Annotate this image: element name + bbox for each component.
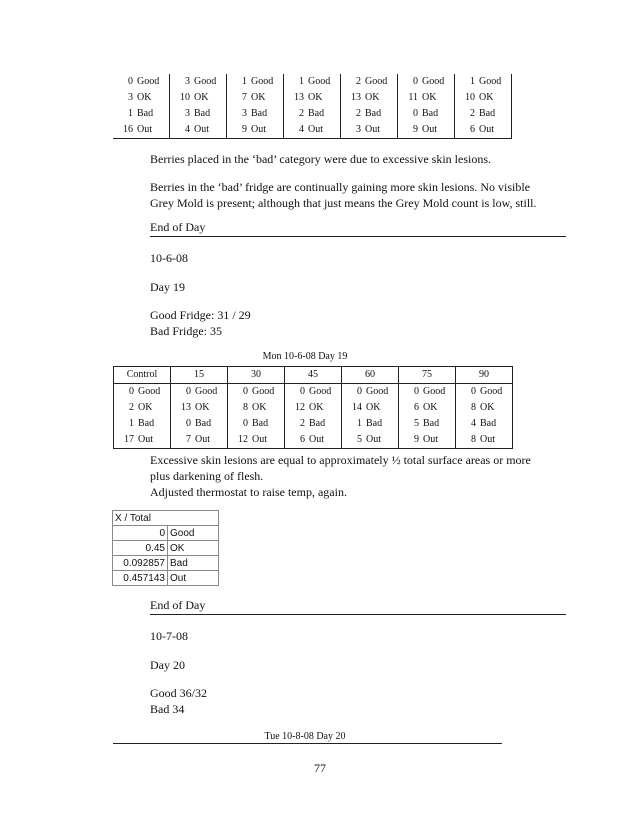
category-cell: OK xyxy=(421,400,456,416)
count-cell: 0 xyxy=(471,386,476,397)
table-top-rule xyxy=(113,743,502,744)
count-cell: 0 xyxy=(243,386,248,397)
category-cell: OK xyxy=(420,90,455,106)
count-cell: 3 xyxy=(128,92,133,103)
table-row xyxy=(113,556,219,571)
count-cell: 13 xyxy=(351,92,361,103)
category-cell: Out xyxy=(421,432,456,449)
category-cell: Bad xyxy=(250,416,285,432)
table-header-row xyxy=(114,367,513,384)
paragraph-lesions-line2: plus darkening of flesh. xyxy=(150,469,264,483)
count-cell: 5 xyxy=(342,432,365,449)
category-cell: Bad xyxy=(477,106,512,122)
column-header: Control xyxy=(114,367,171,384)
category-cell: Good xyxy=(307,384,342,401)
count-cell: 1 xyxy=(299,76,304,87)
category-cell: Good xyxy=(478,384,513,401)
count-cell: 2 xyxy=(114,400,137,416)
category-cell: Out xyxy=(192,122,227,139)
end-of-day-heading: End of Day xyxy=(150,598,566,615)
day-entry: Day 20 xyxy=(150,658,185,672)
category-cell: OK xyxy=(478,400,513,416)
paragraph-bad-fridge-line2: Grey Mold is present; although that just means the Grey Mold count is low, still. xyxy=(150,196,537,210)
ratio-value: 0.45 xyxy=(113,541,168,556)
category-cell: Good xyxy=(250,384,285,401)
category-cell: Good xyxy=(249,74,284,90)
category-cell: Good xyxy=(193,384,228,401)
category-cell: Out xyxy=(477,122,512,139)
count-cell: 1 xyxy=(357,418,362,429)
count-cell: 2 xyxy=(356,76,361,87)
category-cell: Out xyxy=(478,432,513,449)
category-cell: Good xyxy=(363,74,398,90)
count-cell: 11 xyxy=(408,92,418,103)
table-row xyxy=(113,122,512,139)
day-entry: Day 19 xyxy=(150,280,185,294)
count-cell: 0 xyxy=(114,384,137,401)
category-cell: Good xyxy=(306,74,341,90)
count-cell: 3 xyxy=(341,122,364,139)
count-cell: 4 xyxy=(170,122,193,139)
category-cell: OK xyxy=(249,90,284,106)
category-cell: Out xyxy=(363,122,398,139)
bad-fridge-count: Bad Fridge: 35 xyxy=(150,324,222,338)
count-cell: 0 xyxy=(300,386,305,397)
count-cell: 3 xyxy=(185,76,190,87)
count-cell: 9 xyxy=(398,122,421,139)
paragraph-lesions-line1: Excessive skin lesions are equal to approximately ½ total surface areas or more xyxy=(150,453,531,467)
column-header: 75 xyxy=(399,367,456,384)
paragraph-bad-category: Berries placed in the ‘bad’ category were due to excessive skin lesions. xyxy=(150,152,491,166)
count-cell: 7 xyxy=(171,432,194,449)
category-cell: OK xyxy=(135,90,170,106)
count-cell: 0 xyxy=(413,76,418,87)
count-cell: 13 xyxy=(181,402,191,413)
date-entry: 10-7-08 xyxy=(150,629,188,643)
count-cell: 0 xyxy=(186,418,191,429)
page-number: 77 xyxy=(314,761,326,775)
count-cell: 12 xyxy=(228,432,251,449)
category-cell: Bad xyxy=(135,106,170,122)
table-row xyxy=(113,106,512,122)
ratio-label: Bad xyxy=(168,556,219,571)
x-total-header: X / Total xyxy=(113,511,168,526)
count-cell: 1 xyxy=(242,76,247,87)
count-cell: 9 xyxy=(227,122,250,139)
table-row xyxy=(113,526,219,541)
column-header: 30 xyxy=(228,367,285,384)
count-cell: 8 xyxy=(456,432,479,449)
count-cell: 0 xyxy=(186,386,191,397)
category-cell: Good xyxy=(364,384,399,401)
count-cell: 12 xyxy=(295,402,305,413)
table-row xyxy=(114,416,513,432)
category-cell: OK xyxy=(136,400,171,416)
x-total-table xyxy=(112,510,219,586)
ratio-label: Good xyxy=(168,526,219,541)
category-cell: Bad xyxy=(421,416,456,432)
category-cell: Bad xyxy=(136,416,171,432)
count-cell: 8 xyxy=(243,402,248,413)
table-caption: Mon 10-6-08 Day 19 xyxy=(262,351,348,362)
count-cell: 10 xyxy=(465,92,475,103)
table-row xyxy=(113,571,219,586)
top-counts-table xyxy=(113,74,512,139)
count-cell: 1 xyxy=(470,76,475,87)
category-cell: Good xyxy=(420,74,455,90)
good-count: Good 36/32 xyxy=(150,686,207,700)
date-entry: 10-6-08 xyxy=(150,251,188,265)
category-cell: Bad xyxy=(363,106,398,122)
count-cell: 14 xyxy=(352,402,362,413)
count-cell: 17 xyxy=(114,432,137,449)
count-cell: 0 xyxy=(414,386,419,397)
category-cell: Out xyxy=(193,432,228,449)
count-cell: 0 xyxy=(413,108,418,119)
category-cell: Out xyxy=(135,122,170,139)
count-cell: 2 xyxy=(470,108,475,119)
category-cell: Bad xyxy=(478,416,513,432)
count-cell: 6 xyxy=(285,432,308,449)
column-header: 15 xyxy=(171,367,228,384)
category-cell: Bad xyxy=(420,106,455,122)
good-fridge-count: Good Fridge: 31 / 29 xyxy=(150,308,251,322)
category-cell: Bad xyxy=(192,106,227,122)
category-cell: Good xyxy=(421,384,456,401)
table-row xyxy=(114,400,513,416)
count-cell: 0 xyxy=(357,386,362,397)
category-cell: Out xyxy=(306,122,341,139)
category-cell: Out xyxy=(307,432,342,449)
table-row xyxy=(114,432,513,449)
count-cell: 10 xyxy=(180,92,190,103)
count-cell: 4 xyxy=(471,418,476,429)
count-cell: 3 xyxy=(242,108,247,119)
category-cell: Bad xyxy=(193,416,228,432)
category-cell: OK xyxy=(250,400,285,416)
count-cell: 0 xyxy=(243,418,248,429)
category-cell: Out xyxy=(250,432,285,449)
count-cell: 7 xyxy=(242,92,247,103)
category-cell: Good xyxy=(192,74,227,90)
category-cell: OK xyxy=(306,90,341,106)
count-cell: 4 xyxy=(284,122,307,139)
count-cell: 2 xyxy=(299,108,304,119)
category-cell: Out xyxy=(136,432,171,449)
column-header: 45 xyxy=(285,367,342,384)
day19-counts-table xyxy=(113,366,513,449)
category-cell: Good xyxy=(477,74,512,90)
table-row xyxy=(113,541,219,556)
ratio-value: 0 xyxy=(113,526,168,541)
paragraph-bad-fridge-line1: Berries in the ‘bad’ fridge are continually gaining more skin lesions. No visible xyxy=(150,180,531,194)
category-cell: Bad xyxy=(306,106,341,122)
category-cell: Good xyxy=(136,384,171,401)
table-row xyxy=(114,384,513,401)
column-header: 90 xyxy=(456,367,513,384)
count-cell: 6 xyxy=(455,122,478,139)
ratio-value: 0.457143 xyxy=(113,571,168,586)
end-of-day-heading: End of Day xyxy=(150,220,566,237)
count-cell: 0 xyxy=(128,76,133,87)
ratio-label: Out xyxy=(168,571,219,586)
category-cell: OK xyxy=(307,400,342,416)
category-cell: Out xyxy=(249,122,284,139)
table-row xyxy=(113,90,512,106)
count-cell: 1 xyxy=(114,416,137,432)
category-cell: Good xyxy=(135,74,170,90)
count-cell: 13 xyxy=(294,92,304,103)
category-cell: OK xyxy=(193,400,228,416)
count-cell: 9 xyxy=(399,432,422,449)
category-cell: Bad xyxy=(364,416,399,432)
count-cell: 1 xyxy=(128,108,133,119)
count-cell: 2 xyxy=(300,418,305,429)
category-cell: OK xyxy=(477,90,512,106)
count-cell: 16 xyxy=(113,122,135,139)
category-cell: Out xyxy=(420,122,455,139)
category-cell: OK xyxy=(192,90,227,106)
count-cell: 6 xyxy=(414,402,419,413)
category-cell: Out xyxy=(364,432,399,449)
category-cell: OK xyxy=(364,400,399,416)
count-cell: 5 xyxy=(414,418,419,429)
bad-count: Bad 34 xyxy=(150,702,185,716)
category-cell: OK xyxy=(363,90,398,106)
category-cell: Bad xyxy=(249,106,284,122)
table-caption: Tue 10-8-08 Day 20 xyxy=(264,731,346,742)
category-cell: Bad xyxy=(307,416,342,432)
count-cell: 2 xyxy=(356,108,361,119)
count-cell: 3 xyxy=(185,108,190,119)
table-row xyxy=(113,74,512,90)
paragraph-thermostat: Adjusted thermostat to raise temp, again. xyxy=(150,485,347,499)
ratio-value: 0.092857 xyxy=(113,556,168,571)
column-header: 60 xyxy=(342,367,399,384)
count-cell: 8 xyxy=(471,402,476,413)
ratio-label: OK xyxy=(168,541,219,556)
